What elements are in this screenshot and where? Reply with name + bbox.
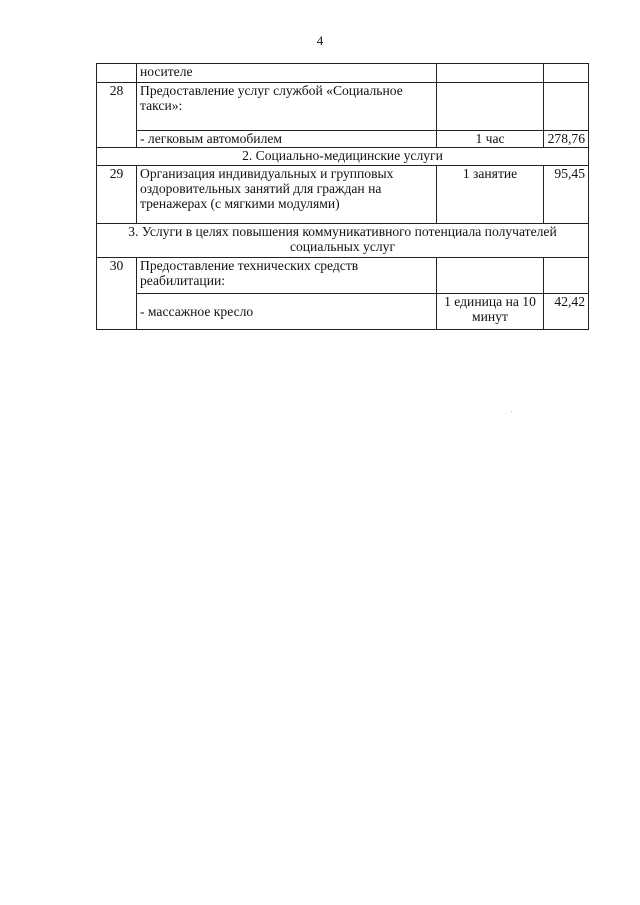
price-value: 278,76 — [544, 131, 589, 148]
table-row — [97, 64, 589, 83]
service-item: - массажное кресло — [137, 294, 437, 330]
row-number: 29 — [97, 166, 137, 224]
unit-value: 1 занятие — [437, 166, 544, 224]
section-title: 3. Услуги в целях повышения коммуникативного потенциала получателей социальных услуг — [97, 224, 589, 258]
unit-cell — [437, 64, 544, 83]
section-row — [97, 224, 589, 258]
unit-cell — [437, 258, 544, 294]
row-number: 28 — [97, 83, 137, 148]
price-cell — [544, 83, 589, 131]
service-name: Организация индивидуальных и групповых оздоровительных занятий для граждан на тренажерах (с мягкими модулями) — [137, 166, 437, 224]
tariff-table — [96, 63, 589, 330]
section-row — [97, 148, 589, 166]
price-value: 95,45 — [544, 166, 589, 224]
table-row — [97, 166, 589, 224]
price-cell — [544, 258, 589, 294]
price-value: 42,42 — [544, 294, 589, 330]
price-cell — [544, 64, 589, 83]
unit-value: 1 час — [437, 131, 544, 148]
unit-value: 1 единица на 10 минут — [437, 294, 544, 330]
section-title: 2. Социально-медицинские услуги — [97, 148, 589, 166]
service-item: - легковым автомобилем — [137, 131, 437, 148]
row-number-cell — [97, 64, 137, 83]
table-row — [97, 294, 589, 330]
table-row — [97, 83, 589, 131]
row-number: 30 — [97, 258, 137, 330]
table-row — [97, 258, 589, 294]
service-name: Предоставление услуг службой «Социальное такси»: — [137, 83, 437, 131]
service-name-cell: носителе — [137, 64, 437, 83]
table-row — [97, 131, 589, 148]
scan-speck — [511, 411, 512, 412]
service-name: Предоставление технических средств реабилитации: — [137, 258, 437, 294]
page-number: 4 — [316, 33, 324, 48]
unit-cell — [437, 83, 544, 131]
